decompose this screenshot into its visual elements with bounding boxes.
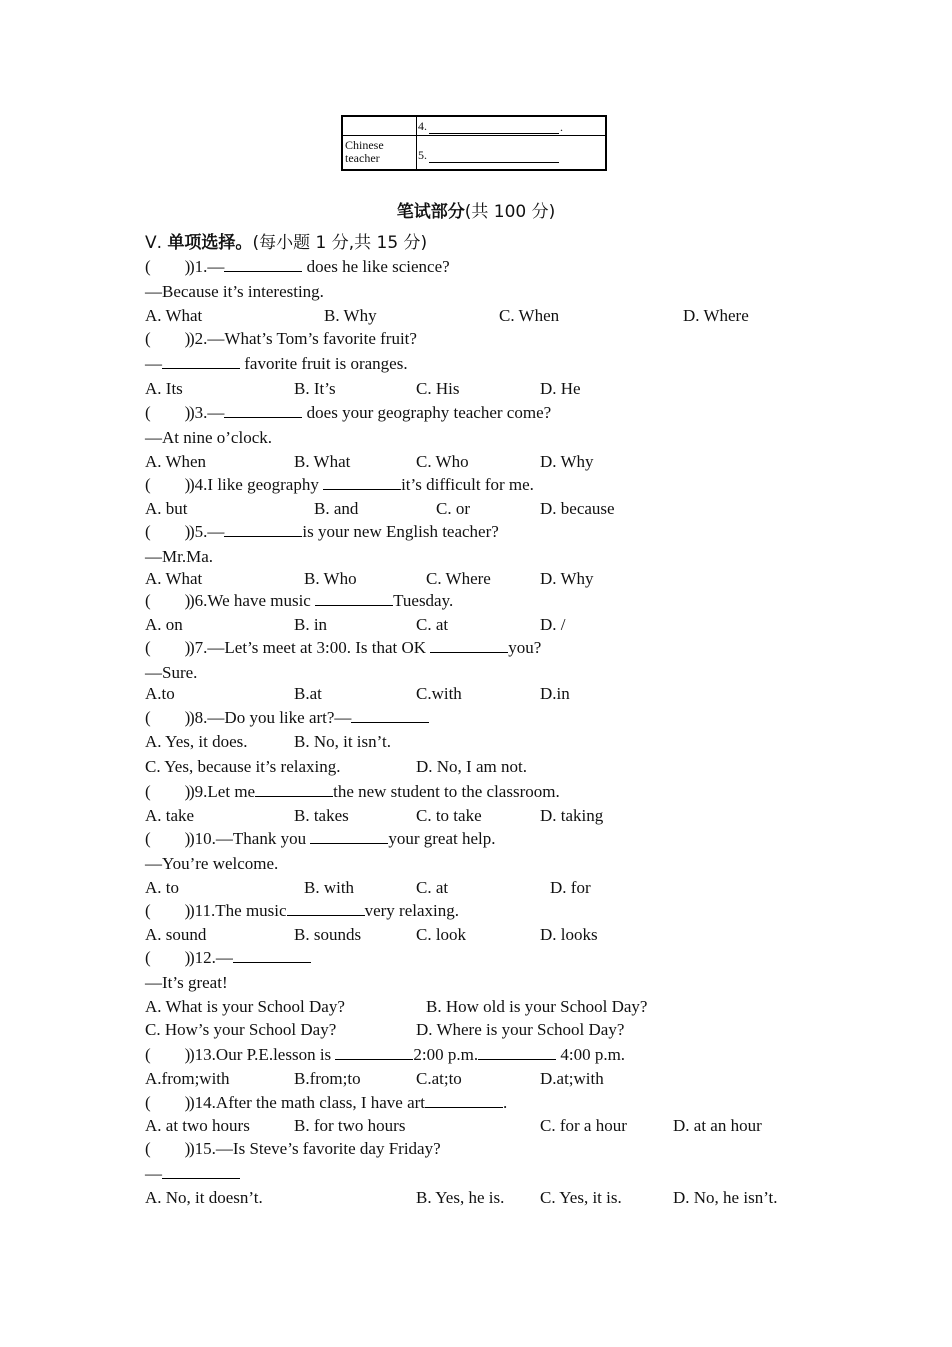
option-b[interactable]: B. takes (294, 806, 349, 825)
page-heading (0, 197, 952, 222)
answer-paren[interactable]: ( ) (145, 638, 191, 657)
option-d[interactable]: D. Where is your School Day? (416, 1020, 625, 1039)
question-stem (145, 781, 560, 803)
option-d[interactable]: D. No, I am not. (416, 757, 527, 776)
answer-blank[interactable] (478, 1044, 556, 1060)
question-stem (145, 474, 534, 496)
question-number: )15. (189, 1139, 216, 1158)
option-d[interactable]: D. for (550, 878, 591, 897)
answer-blank[interactable] (430, 637, 508, 653)
question-reply (145, 1163, 240, 1185)
section-title (145, 228, 427, 253)
answer-paren[interactable]: ( ) (145, 948, 191, 967)
question-reply (145, 972, 228, 994)
question-number: )14. (189, 1093, 216, 1112)
table-divider (343, 135, 605, 136)
option-d[interactable]: D. No, he isn’t. (673, 1188, 778, 1207)
question-stem (145, 900, 459, 922)
question-number: )11. (189, 901, 216, 920)
question-stem (145, 256, 450, 278)
answer-blank[interactable] (255, 781, 333, 797)
question-text: —What’s Tom’s favorite fruit? (207, 329, 417, 348)
answer-blank[interactable] (425, 1092, 503, 1108)
question-stem (145, 328, 417, 350)
option-a[interactable]: A. on (145, 615, 183, 634)
option-d[interactable]: D. / (540, 615, 566, 634)
answer-blank[interactable] (162, 1163, 240, 1179)
option-a[interactable]: A. Yes, it does. (145, 732, 248, 751)
question-text: very relaxing. (364, 901, 459, 920)
option-a[interactable]: A. When (145, 452, 207, 471)
question-text: —Let’s meet at 3:00. Is that OK (207, 638, 431, 657)
question-text: Let me (207, 782, 256, 801)
option-c[interactable]: C. When (499, 306, 560, 325)
option-d[interactable]: D. because (540, 499, 615, 518)
answer-blank[interactable] (351, 707, 429, 723)
option-d[interactable]: D. Why (540, 569, 594, 588)
answer-paren[interactable]: ( ) (145, 403, 191, 422)
option-c[interactable]: C. to take (416, 806, 482, 825)
option-c[interactable]: C. or (436, 499, 470, 518)
question-text: —Do you like art?— (207, 708, 352, 727)
question-reply (145, 353, 408, 375)
option-d[interactable]: D. Why (540, 452, 594, 471)
option-c[interactable]: C. Yes, because it’s relaxing. (145, 757, 341, 776)
question-text: your great help. (388, 829, 496, 848)
answer-paren[interactable]: ( ) (145, 591, 191, 610)
option-c[interactable]: C. Yes, it is. (540, 1188, 622, 1207)
question-text: — (207, 257, 225, 276)
question-text: — (215, 948, 233, 967)
option-b[interactable]: B.at (294, 684, 322, 703)
question-text: . (503, 1093, 508, 1112)
question-reply (145, 427, 272, 449)
section-number: Ⅴ. (145, 233, 168, 253)
option-c[interactable]: C.at;to (416, 1069, 462, 1088)
option-b[interactable]: B. with (304, 878, 355, 897)
answer-table (341, 115, 607, 171)
question-text: —Thank you (215, 829, 311, 848)
option-c[interactable]: C. How’s your School Day? (145, 1020, 337, 1039)
reply-text: —It’s great! (145, 973, 228, 992)
option-a[interactable]: A. but (145, 499, 188, 518)
option-a[interactable]: A. at two hours (145, 1116, 250, 1135)
answer-blank[interactable] (162, 353, 240, 369)
reply-text: favorite fruit is oranges. (240, 354, 408, 373)
question-text: it’s difficult for me. (401, 475, 534, 494)
section-name: 单项选择。 (167, 233, 253, 253)
answer-blank[interactable] (233, 947, 311, 963)
question-number: )10. (189, 829, 216, 848)
option-a[interactable]: A. sound (145, 925, 207, 944)
option-c[interactable]: C. at (416, 615, 449, 634)
option-d[interactable]: D. at an hour (673, 1116, 762, 1135)
option-d[interactable]: D. He (540, 379, 581, 398)
option-c[interactable]: C. His (416, 379, 460, 398)
question-text: —Is Steve’s favorite day Friday? (215, 1139, 441, 1158)
question-stem (145, 707, 429, 729)
option-b[interactable]: B. Who (304, 569, 357, 588)
question-stem (145, 521, 499, 543)
option-b[interactable]: B. No, it isn’t. (294, 732, 391, 751)
answer-blank[interactable] (429, 133, 559, 134)
answer-blank[interactable] (224, 521, 302, 537)
option-d[interactable]: D.in (540, 684, 570, 703)
answer-paren[interactable]: ( ) (145, 901, 191, 920)
question-text: The music (215, 901, 287, 920)
option-d[interactable]: D. taking (540, 806, 604, 825)
section-note: (每小题 1 分,共 15 分) (252, 233, 428, 253)
option-a[interactable]: A. No, it doesn’t. (145, 1188, 263, 1207)
question-number: )7. (189, 638, 208, 657)
question-text: does your geography teacher come? (302, 403, 552, 422)
question-text: I like geography (207, 475, 324, 494)
reply-text: —Because it’s interesting. (145, 282, 324, 301)
answer-paren[interactable]: ( ) (145, 1139, 191, 1158)
question-stem (145, 402, 551, 424)
question-text: We have music (207, 591, 316, 610)
answer-paren[interactable]: ( ) (145, 1045, 191, 1064)
reply-text: —Sure. (145, 663, 198, 682)
option-a[interactable]: A.from;with (145, 1069, 230, 1088)
option-b[interactable]: B. in (294, 615, 328, 634)
question-text: the new student to the classroom. (333, 782, 560, 801)
answer-paren[interactable]: ( ) (145, 475, 191, 494)
answer-paren[interactable]: ( ) (145, 708, 191, 727)
question-stem (145, 1044, 625, 1066)
answer-blank[interactable] (310, 828, 388, 844)
question-stem (145, 828, 496, 850)
question-text: — (207, 403, 225, 422)
heading-title: 笔试部分 (396, 202, 465, 222)
answer-blank[interactable] (287, 900, 365, 916)
question-number: )8. (189, 708, 208, 727)
table-label-chinese-teacher: Chinese teacher (345, 138, 384, 165)
option-a[interactable]: A.to (145, 684, 175, 703)
question-number: )12. (189, 948, 216, 967)
answer-paren[interactable]: ( ) (145, 257, 191, 276)
question-reply (145, 546, 213, 568)
question-number: )6. (189, 591, 208, 610)
option-a[interactable]: A. What (145, 306, 203, 325)
option-b[interactable]: B.from;to (294, 1069, 361, 1088)
answer-blank[interactable] (224, 402, 302, 418)
question-reply (145, 662, 197, 684)
option-b[interactable]: B. and (314, 499, 359, 518)
question-text: 4:00 p.m. (556, 1045, 626, 1064)
answer-blank[interactable] (224, 256, 302, 272)
option-d[interactable]: D.at;with (540, 1069, 604, 1088)
question-reply (145, 281, 324, 303)
reply-text: — (145, 1164, 162, 1183)
answer-paren[interactable]: ( ) (145, 1093, 191, 1112)
option-a[interactable]: A. What (145, 569, 203, 588)
question-number: )9. (189, 782, 208, 801)
answer-paren[interactable]: ( ) (145, 522, 191, 541)
question-text: Tuesday. (393, 591, 454, 610)
option-c[interactable]: C. for a hour (540, 1116, 627, 1135)
question-stem (145, 590, 453, 612)
answer-paren[interactable]: ( ) (145, 829, 191, 848)
question-number: )5. (189, 522, 208, 541)
question-stem (145, 1092, 507, 1114)
reply-text: —Mr.Ma. (145, 547, 213, 566)
reply-text: —You’re welcome. (145, 854, 279, 873)
table-cell-4-dot: . (560, 120, 563, 134)
table-cell-4: 4. (418, 119, 427, 133)
question-text: Our P.E.lesson is (215, 1045, 336, 1064)
option-a[interactable]: A. take (145, 806, 195, 825)
option-c[interactable]: C.with (416, 684, 462, 703)
reply-text: —At nine o’clock. (145, 428, 272, 447)
option-a[interactable]: A. Its (145, 379, 183, 398)
heading-points: (共 100 分) (464, 202, 556, 222)
option-d[interactable]: D. looks (540, 925, 598, 944)
answer-blank[interactable] (335, 1044, 413, 1060)
question-text: 2:00 p.m. (413, 1045, 479, 1064)
question-text: After the math class, I have art (215, 1093, 426, 1112)
option-b[interactable]: B. How old is your School Day? (426, 997, 648, 1016)
option-c[interactable]: C. look (416, 925, 467, 944)
question-stem (145, 947, 311, 969)
answer-blank[interactable] (323, 474, 401, 490)
option-b[interactable]: B. sounds (294, 925, 362, 944)
question-number: )3. (189, 403, 208, 422)
question-text: you? (508, 638, 542, 657)
answer-paren[interactable]: ( ) (145, 782, 191, 801)
answer-paren[interactable]: ( ) (145, 329, 191, 348)
question-stem (145, 637, 541, 659)
option-d[interactable]: D. Where (683, 306, 749, 325)
option-b[interactable]: B. for two hours (294, 1116, 406, 1135)
table-divider (416, 117, 417, 169)
question-number: )4. (189, 475, 208, 494)
reply-text: — (145, 354, 162, 373)
question-number: )1. (189, 257, 208, 276)
answer-blank[interactable] (315, 590, 393, 606)
option-b[interactable]: B. It’s (294, 379, 336, 398)
question-stem (145, 1138, 441, 1160)
question-text: is your new English teacher? (302, 522, 499, 541)
option-a[interactable]: A. to (145, 878, 179, 897)
option-b[interactable]: B. What (294, 452, 351, 471)
option-c[interactable]: C. Who (416, 452, 469, 471)
table-cell-5: 5. (418, 148, 427, 162)
option-c[interactable]: C. Where (426, 569, 491, 588)
question-text: does he like science? (302, 257, 450, 276)
question-text: — (207, 522, 225, 541)
question-number: )2. (189, 329, 208, 348)
answer-blank[interactable] (429, 162, 559, 163)
question-number: )13. (189, 1045, 216, 1064)
option-a[interactable]: A. What is your School Day? (145, 997, 345, 1016)
question-reply (145, 853, 278, 875)
option-c[interactable]: C. at (416, 878, 449, 897)
option-b[interactable]: B. Yes, he is. (416, 1188, 505, 1207)
option-b[interactable]: B. Why (324, 306, 377, 325)
